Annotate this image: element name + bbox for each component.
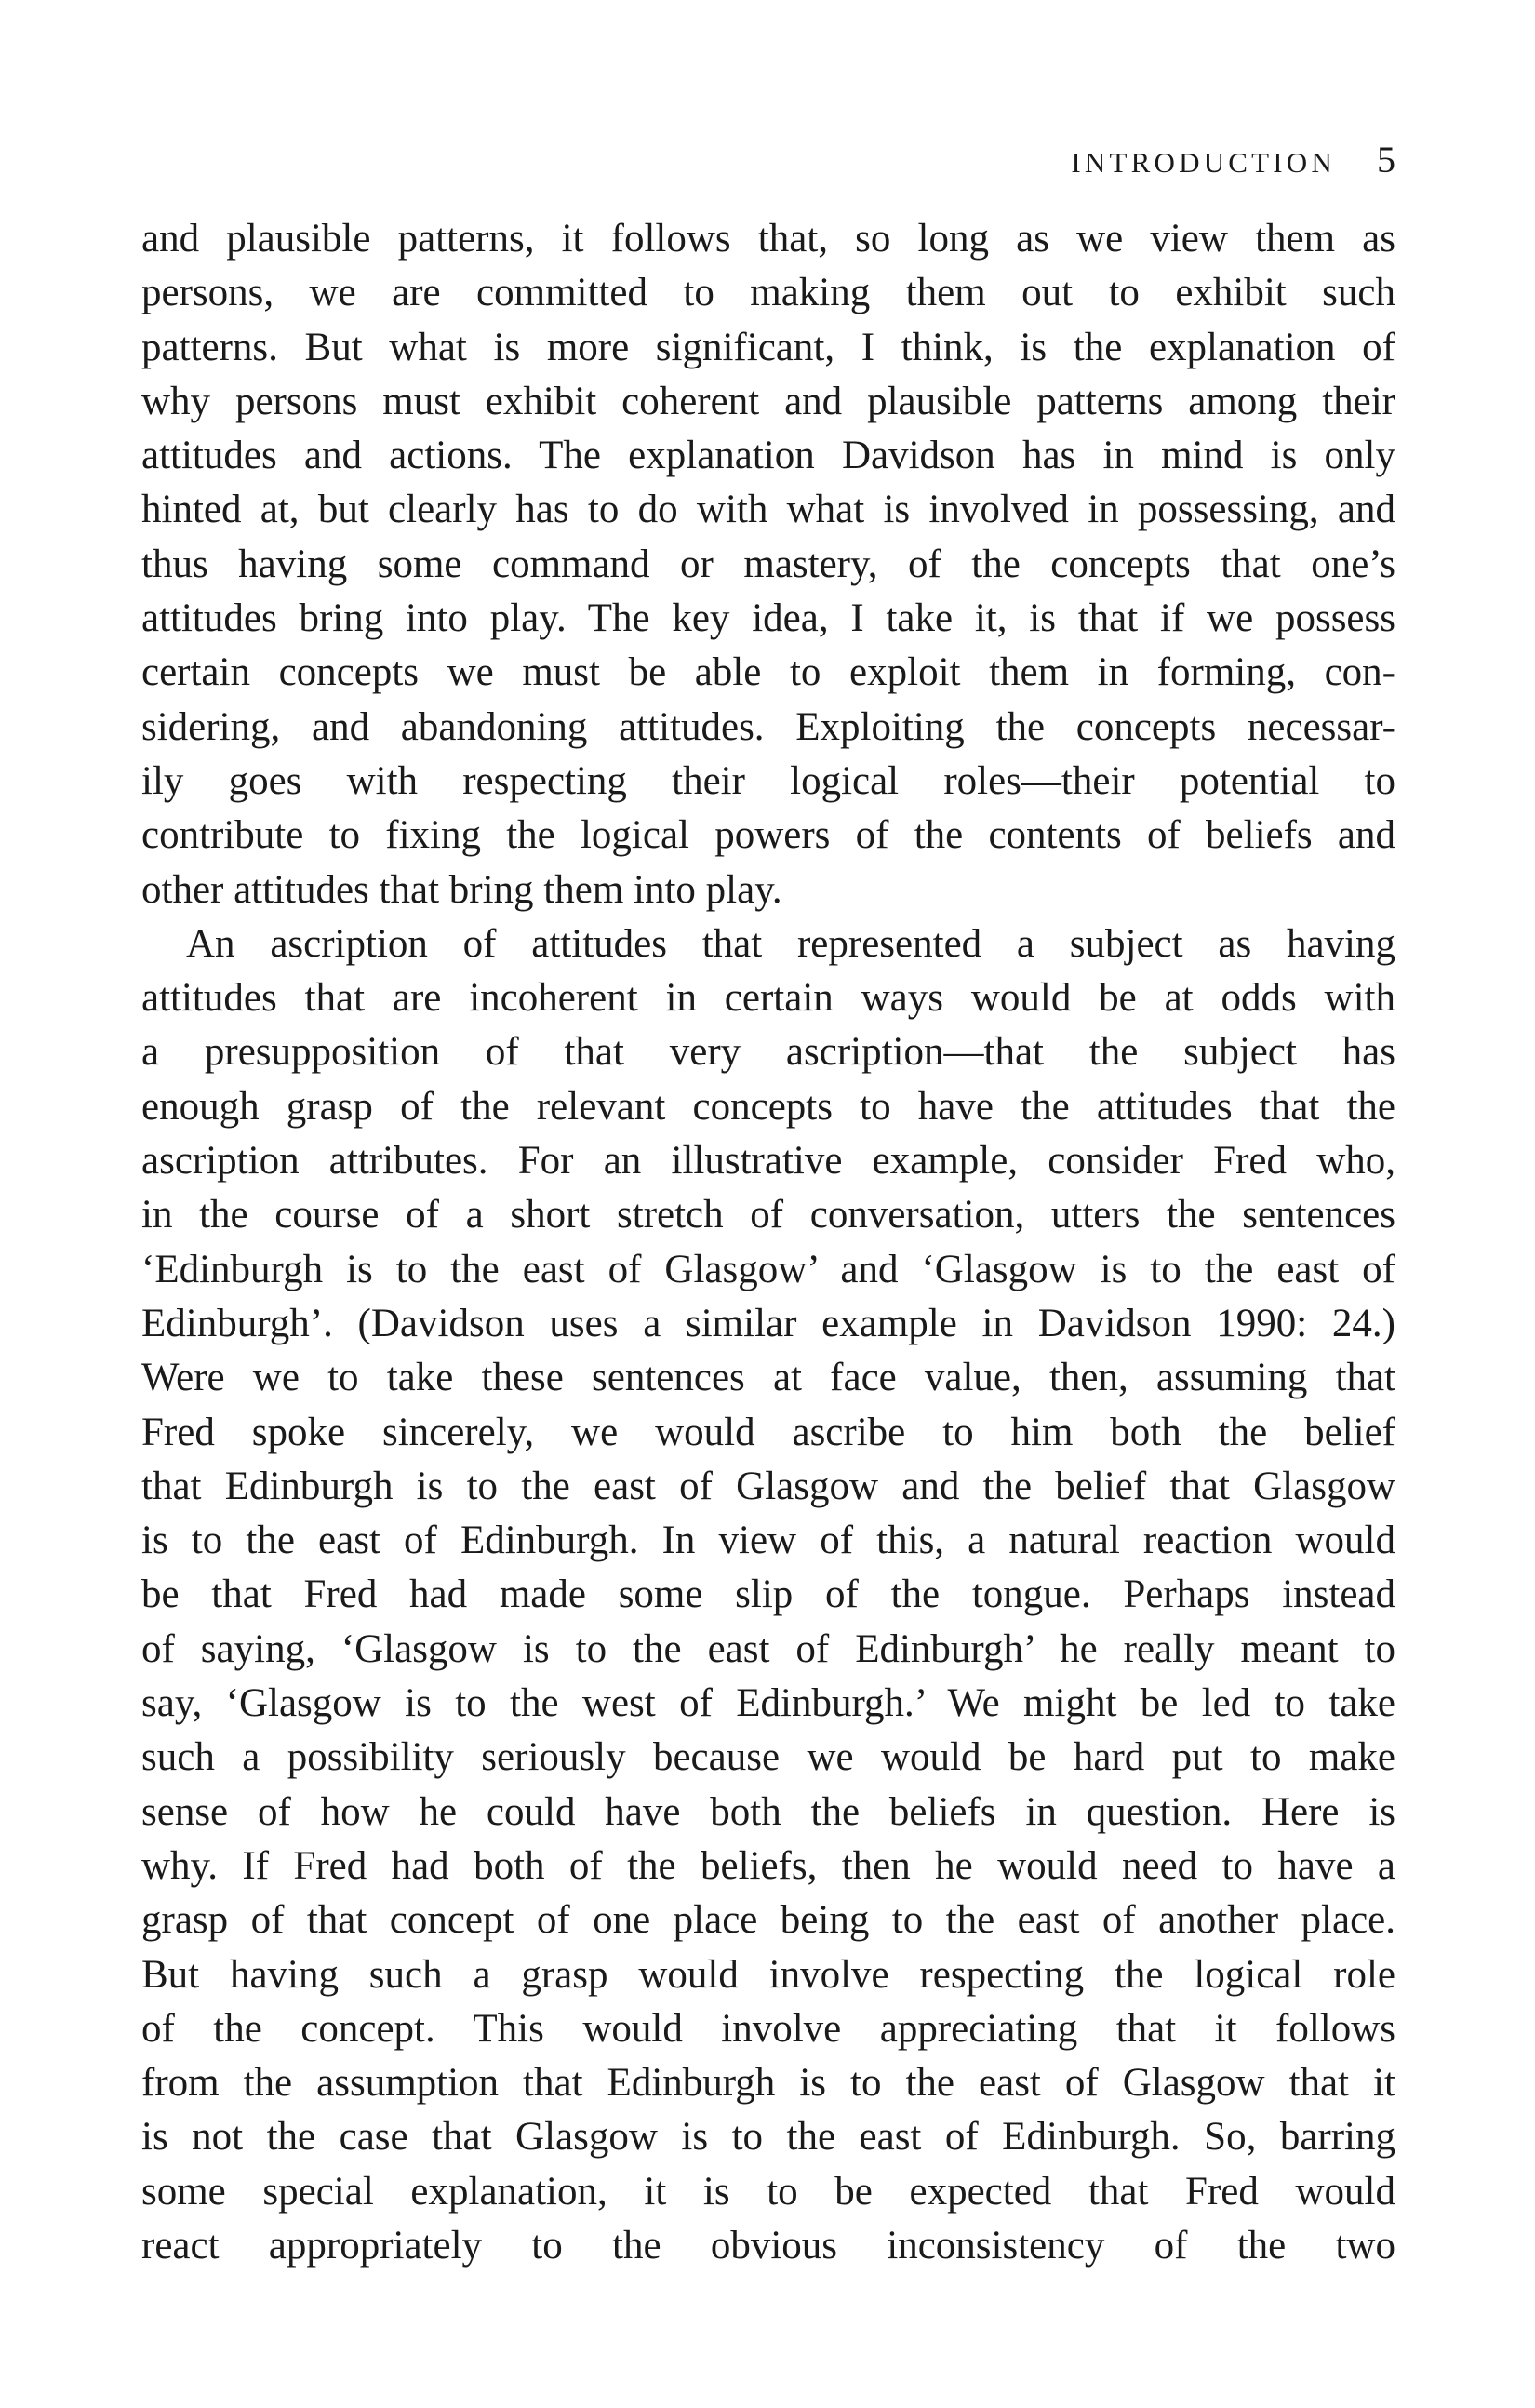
text-line: say, ‘Glasgow is to the west of Edinburgh.’ We might be led to take [141,1681,1395,1726]
text-line: of the concept. This would involve appreciating that it follows [141,2006,1395,2051]
text-line: contribute to fixing the logical powers of the contents of beliefs and [141,813,1395,858]
text-line: hinted at, but clearly has to do with what is involved in possessing, and [141,488,1395,532]
text-line: some special explanation, it is to be expected that Fred would [141,2169,1395,2214]
text-line: ‘Edinburgh is to the east of Glasgow’ and ‘Glasgow is to the east of [141,1247,1395,1291]
text-line: is not the case that Glasgow is to the east of Edinburgh. So, barring [141,2115,1395,2160]
text-line: in the course of a short stretch of conversation, utters the sentences [141,1193,1395,1237]
text-line: certain concepts we must be able to exploit them in forming, con- [141,650,1395,695]
text-line: that Edinburgh is to the east of Glasgow and the belief that Glasgow [141,1464,1395,1508]
paragraph-2 [141,917,1395,2273]
text-line: sense of how he could have both the beliefs in question. Here is [141,1789,1395,1834]
text-line: react appropriately to the obvious inconsistency of the two [141,2223,1395,2268]
text-line: Edinburgh’. (Davidson uses a similar example in Davidson 1990: 24.) [141,1301,1395,1345]
text-line: and plausible patterns, it follows that, so long as we view them as [141,217,1395,261]
text-line: An ascription of attitudes that represented a subject as having [186,921,1395,966]
text-line: from the assumption that Edinburgh is to the east of Glasgow that it [141,2061,1395,2106]
text-line: attitudes and actions. The explanation Davidson has in mind is only [141,434,1395,478]
text-line: But having such a grasp would involve respecting the logical role [141,1952,1395,1997]
text-line: ily goes with respecting their logical roles—their potential to [141,758,1395,803]
text-line: grasp of that concept of one place being to the east of another place. [141,1898,1395,1943]
paragraph-1 [141,212,1395,917]
page-number: 5 [1377,139,1395,181]
text-line: sidering, and abandoning attitudes. Exploiting the concepts necessar- [141,704,1395,749]
text-line: other attitudes that bring them into play. [141,867,782,912]
text-line: enough grasp of the relevant concepts to have the attitudes that the [141,1084,1395,1129]
text-line: persons, we are committed to making them out to exhibit such [141,271,1395,315]
text-line: attitudes bring into play. The key idea, I take it, is that if we possess [141,596,1395,641]
text-line: Fred spoke sincerely, we would ascribe to him both the belief [141,1410,1395,1454]
text-line: a presupposition of that very ascription—that the subject has [141,1030,1395,1075]
text-line: ascription attributes. For an illustrative example, consider Fred who, [141,1139,1395,1184]
text-line: of saying, ‘Glasgow is to the east of Edinburgh’ he really meant to [141,1626,1395,1671]
running-head-title: INTRODUCTION [1071,146,1336,179]
text-line: thus having some command or mastery, of the concepts that one’s [141,542,1395,586]
text-line: patterns. But what is more significant, I think, is the explanation of [141,325,1395,369]
text-line: Were we to take these sentences at face value, then, assuming that [141,1356,1395,1400]
text-line: attitudes that are incoherent in certain ways would be at odds with [141,976,1395,1021]
text-line: be that Fred had made some slip of the tongue. Perhaps instead [141,1572,1395,1617]
body-text [141,212,1395,2273]
text-line: why persons must exhibit coherent and plausible patterns among their [141,379,1395,423]
text-line: is to the east of Edinburgh. In view of this, a natural reaction would [141,1518,1395,1563]
text-line: such a possibility seriously because we would be hard put to make [141,1735,1395,1780]
text-line: why. If Fred had both of the beliefs, then he would need to have a [141,1843,1395,1888]
running-head [141,140,1395,181]
